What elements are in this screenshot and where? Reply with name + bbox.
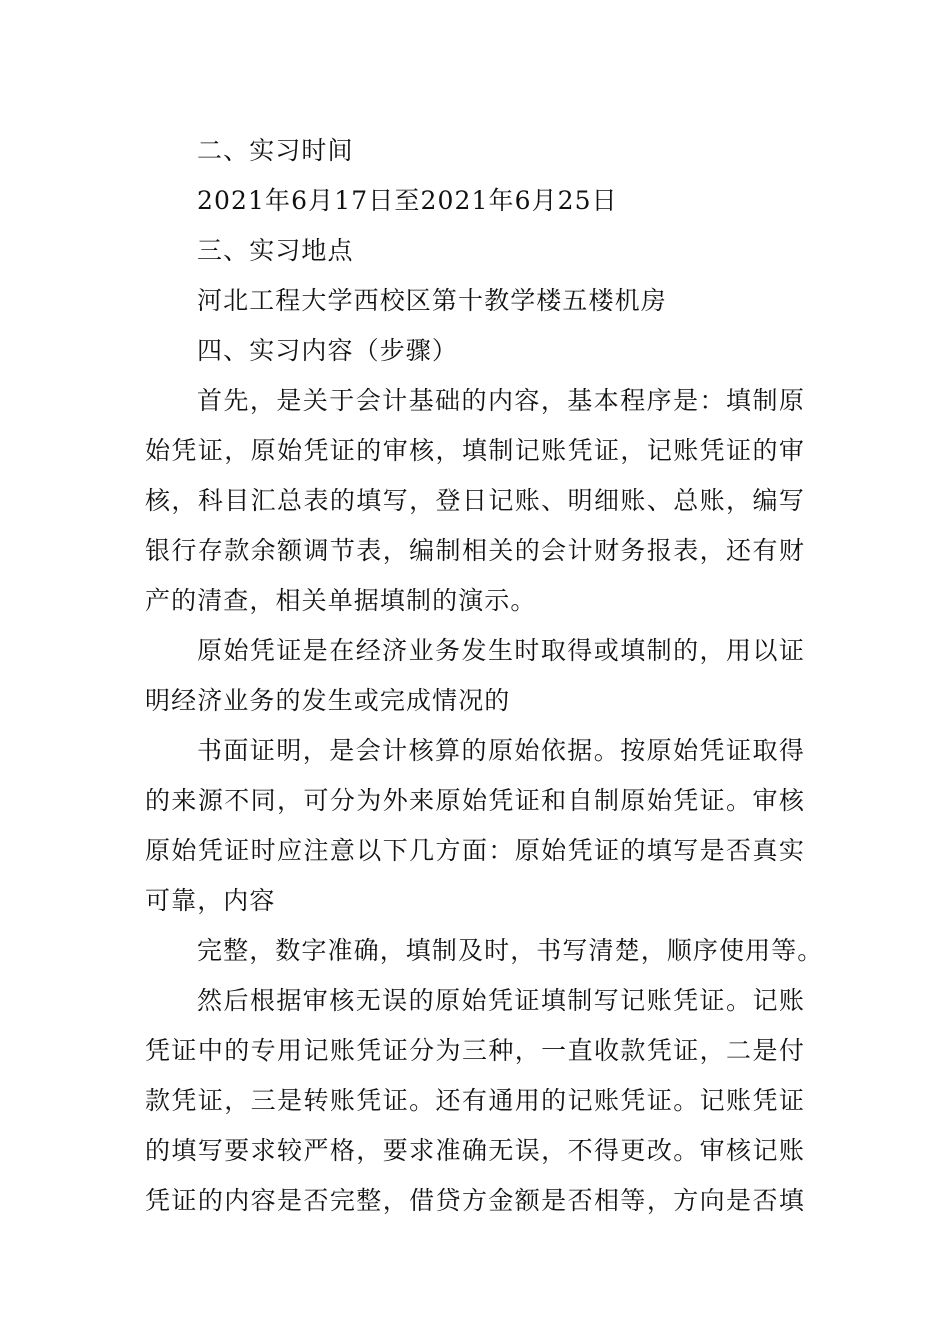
paragraph-line: 可靠，内容 <box>145 886 276 915</box>
paragraph-line: 明经济业务的发生或完成情况的 <box>145 686 511 715</box>
internship-location: 河北工程大学西校区第十教学楼五楼机房 <box>197 286 667 315</box>
paragraph-line: 首先，是关于会计基础的内容，基本程序是：填制原 <box>197 386 805 415</box>
paragraph-line: 产的清查，相关单据填制的演示。 <box>145 586 537 615</box>
paragraph-line: 的填写要求较严格，要求准确无误，不得更改。审核记账 <box>145 1136 805 1165</box>
heading-internship-time: 二、实习时间 <box>197 136 354 165</box>
paragraph-line: 银行存款余额调节表，编制相关的会计财务报表，还有财 <box>145 536 805 565</box>
paragraph-line: 然后根据审核无误的原始凭证填制写记账凭证。记账 <box>197 986 805 1015</box>
paragraph-line: 原始凭证是在经济业务发生时取得或填制的，用以证 <box>197 636 805 665</box>
internship-date-range: 2021年6月17日至2021年6月25日 <box>197 186 618 215</box>
paragraph-line: 完整，数字准确，填制及时，书写清楚，顺序使用等。 <box>197 936 824 965</box>
heading-internship-location: 三、实习地点 <box>197 236 354 265</box>
heading-internship-content: 四、实习内容（步骤） <box>197 336 459 365</box>
paragraph-line: 核，科目汇总表的填写，登日记账、明细账、总账，编写 <box>145 486 805 515</box>
paragraph-line: 始凭证，原始凭证的审核，填制记账凭证，记账凭证的审 <box>145 436 805 465</box>
paragraph-line: 的来源不同，可分为外来原始凭证和自制原始凭证。审核 <box>145 786 805 815</box>
paragraph-line: 原始凭证时应注意以下几方面：原始凭证的填写是否真实 <box>145 836 805 865</box>
paragraph-line: 凭证中的专用记账凭证分为三种，一直收款凭证，二是付 <box>145 1036 805 1065</box>
paragraph-line: 款凭证，三是转账凭证。还有通用的记账凭证。记账凭证 <box>145 1086 805 1115</box>
paragraph-line: 凭证的内容是否完整，借贷方金额是否相等，方向是否填 <box>145 1186 805 1215</box>
paragraph-line: 书面证明，是会计核算的原始依据。按原始凭证取得 <box>197 736 805 765</box>
